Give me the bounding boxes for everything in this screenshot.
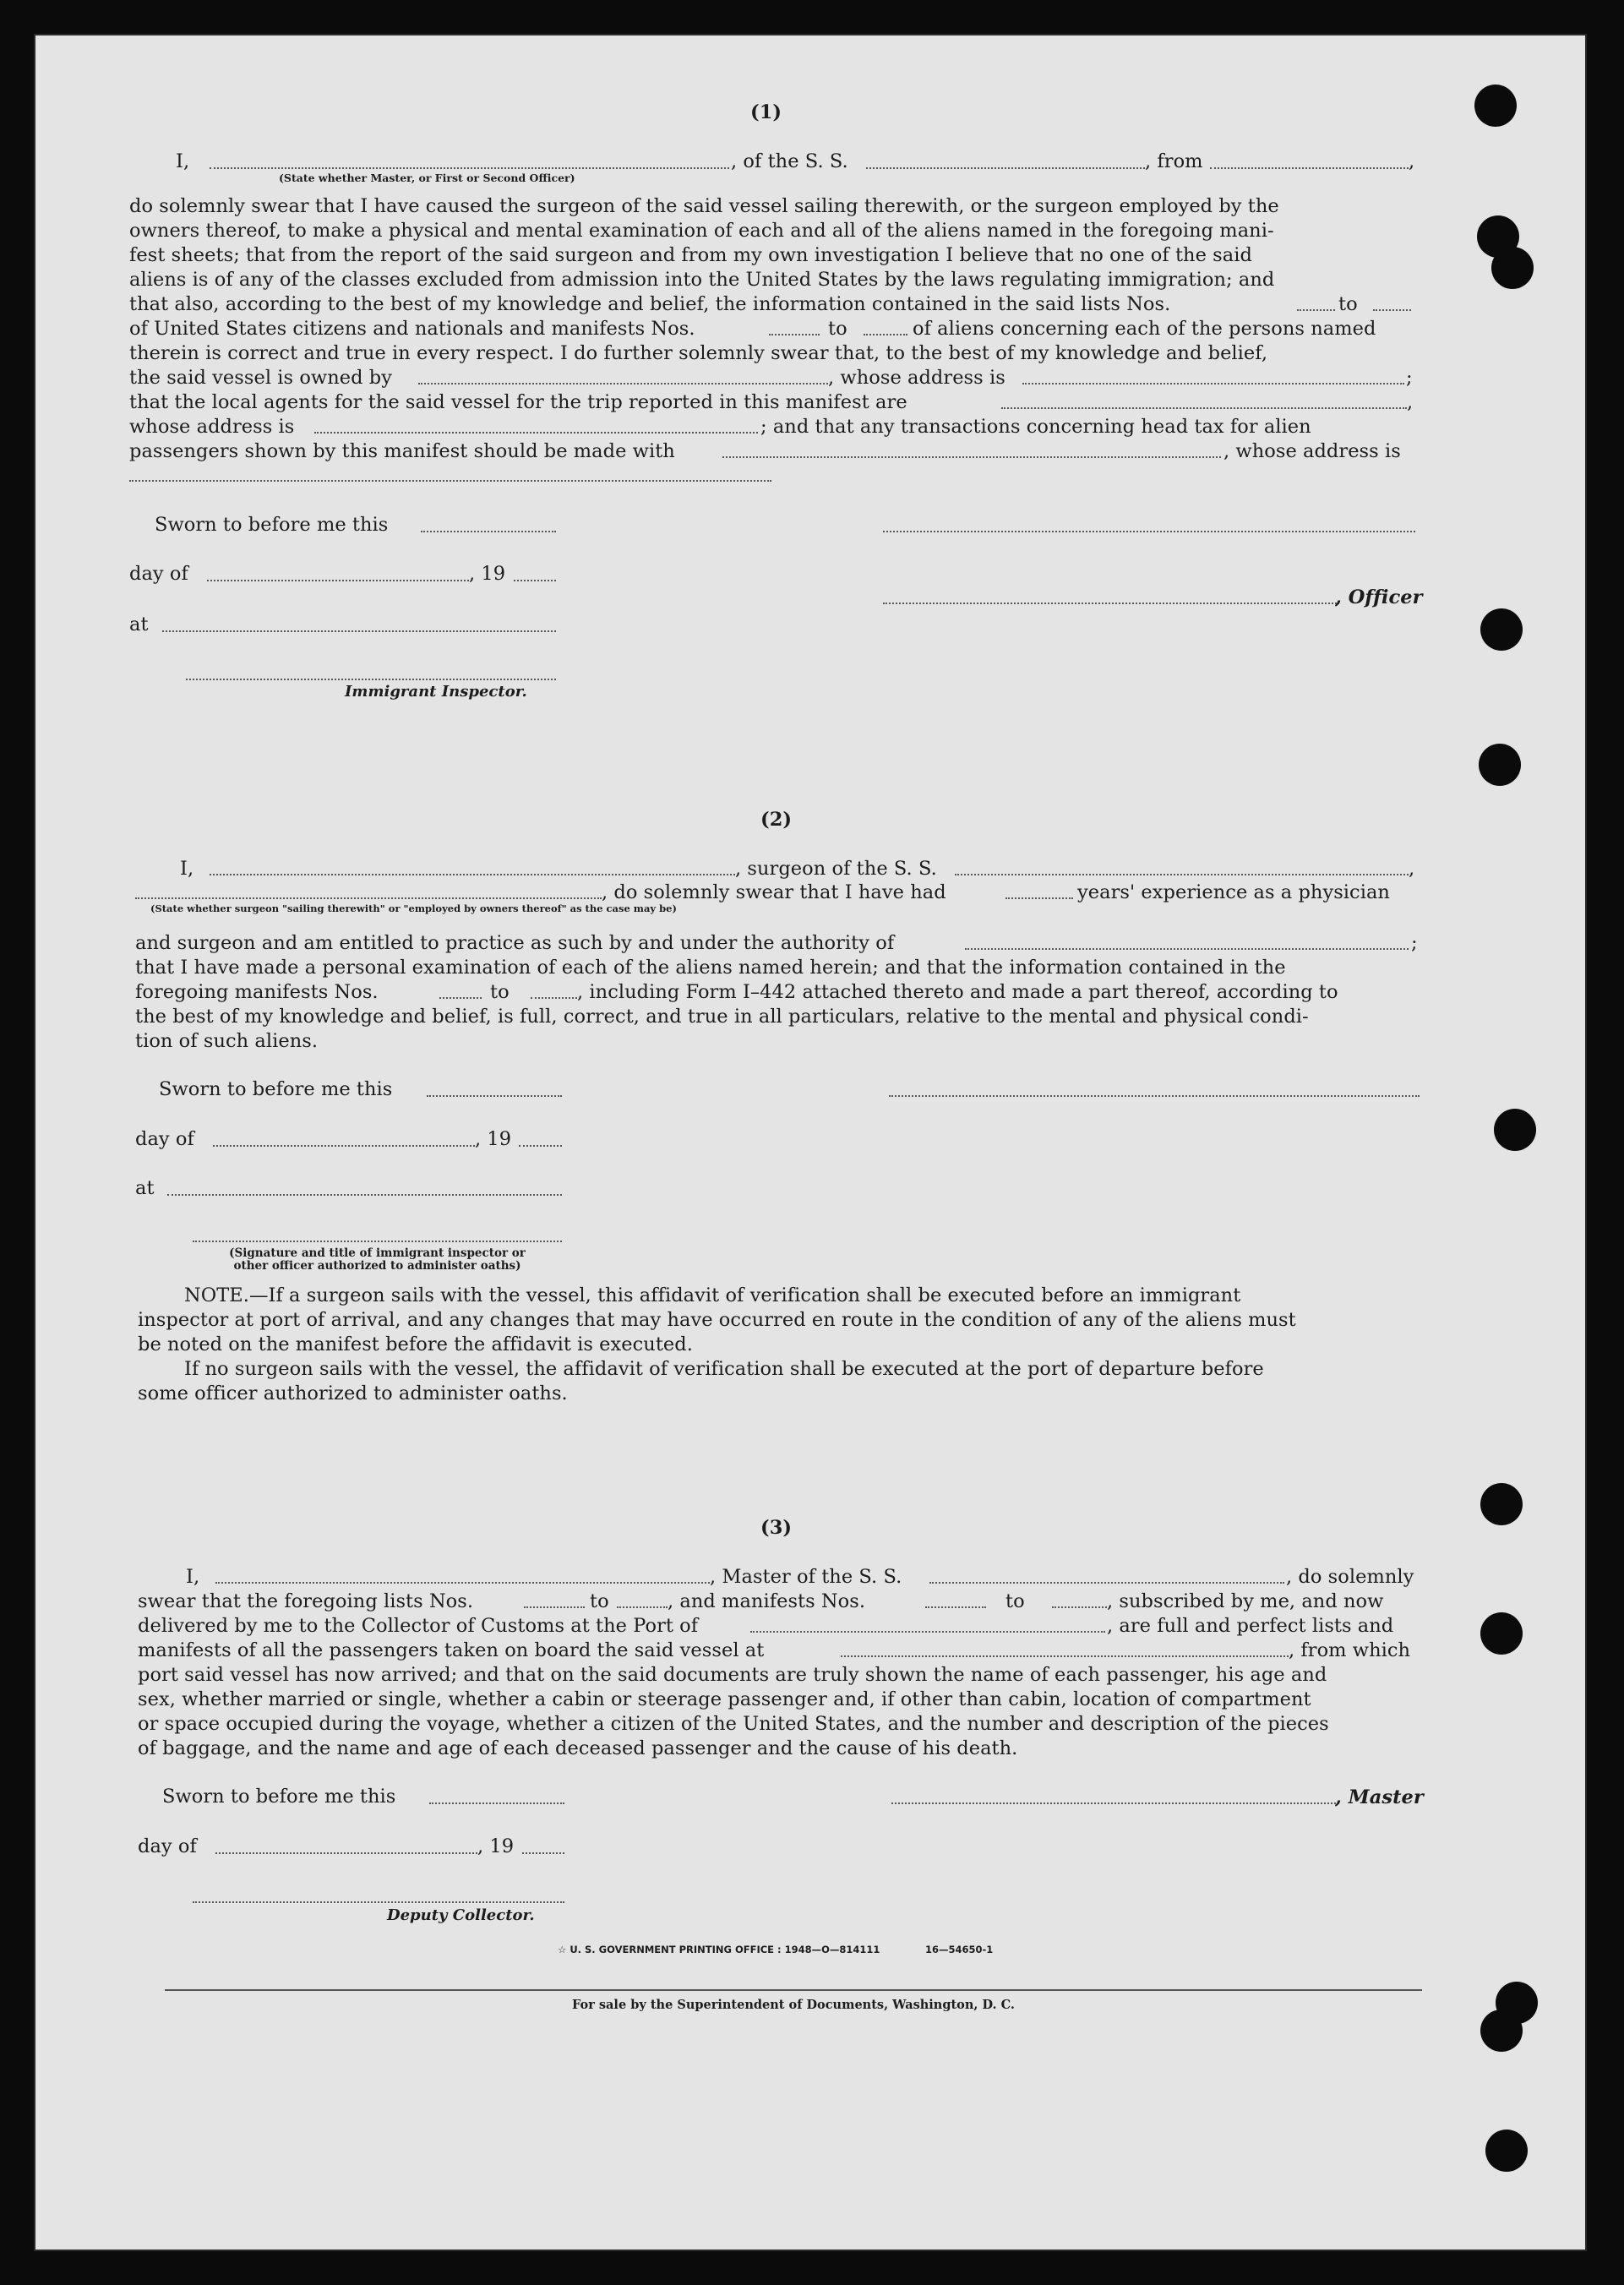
punch-hole [1480,608,1523,651]
immigrant-inspector-label: Immigrant Inspector. [345,683,527,701]
s2-to: to [490,981,510,1003]
s3-to: to [590,1590,609,1612]
s2-physician-label: years' experience as a physician [1077,881,1390,903]
s1-caption: (State whether Master, or First or Second Officer) [279,172,575,184]
s2-inspector-signature-line[interactable] [193,1241,562,1242]
officer-signature-line[interactable] [883,531,1415,532]
officer-label: , Officer [1335,586,1423,608]
port-of-delivery-field[interactable] [750,1631,1105,1633]
s2-at-label: at [135,1177,155,1199]
s2-caption: (State whether surgeon "sailing therewith" or "employed by owners thereof" as the case may be) [150,903,677,914]
punch-hole [1480,1483,1523,1525]
s1-of-ss-label: , of the S. S. [731,150,848,172]
vessel-name-field[interactable] [866,167,1145,169]
s2-manifests-from-field[interactable] [439,997,482,999]
s2-para-line: tion of such aliens. [135,1030,319,1052]
for-sale-notice: For sale by the Superintendent of Documents, Washington, D. C. [572,1998,1015,2012]
s2-year-label: , 19 [475,1128,512,1150]
s1-para-line: that the local agents for the said vessel for the trip reported in this manifest are [129,391,907,413]
s2-para-line: the best of my knowledge and belief, is full, correct, and true in all particulars, relative to the mental and physical condi- [135,1006,1309,1028]
s3-para-line: swear that the foregoing lists Nos. [138,1590,474,1612]
s2-swear-label: , do solemnly swear that I have had [602,881,946,903]
s3-para-line: manifests of all the passengers taken on board the said vessel at [138,1639,765,1661]
punch-hole [1480,1612,1523,1655]
s1-address-label: whose address is [129,416,295,438]
s2-sworn-date-field[interactable] [427,1095,562,1097]
note-line: some officer authorized to administer oaths. [138,1382,568,1404]
s1-para-line: do solemnly swear that I have caused the surgeon of the said vessel sailing therewith, or the surgeon employed by the [129,195,1279,217]
s1-para-line: aliens is of any of the classes excluded from admission into the United States by the laws regulating immigration; and [129,269,1275,291]
s3-vessel-field[interactable] [929,1582,1284,1584]
punch-hole [1491,247,1534,289]
s2-para-line: foregoing manifests Nos. [135,981,379,1003]
s1-i-label: I, [176,150,190,172]
owner-field[interactable] [418,383,828,384]
s3-para-line: , from which [1289,1639,1411,1661]
punch-hole [1474,85,1517,127]
head-tax-party-field[interactable] [722,456,1221,458]
s1-place-field[interactable] [162,630,556,632]
punch-hole [1494,1109,1536,1151]
note-line: inspector at port of arrival, and any changes that may have occurred en route in the condition of any of the aliens must [138,1309,1296,1331]
s3-year-label: , 19 [477,1835,515,1857]
s1-from-label: , from [1145,150,1203,172]
s1-owned-label: the said vessel is owned by [129,367,393,389]
surgeon-status-field[interactable] [135,897,602,899]
officer-title-line[interactable] [883,603,1339,604]
s3-para-line: delivered by me to the Collector of Customs at the Port of [138,1615,699,1637]
s1-para-line: passengers shown by this manifest should be made with [129,440,675,462]
s3-manifests-from-field[interactable] [925,1606,986,1608]
s3-to: to [1005,1590,1025,1612]
s3-i-label: I, [186,1566,200,1588]
s3-para-line: , subscribed by me, and now [1107,1590,1384,1612]
section-number-2: (2) [760,809,793,831]
local-agents-field[interactable] [1001,407,1407,409]
inspector-signature-line[interactable] [186,679,556,680]
manifests-to-field[interactable] [864,334,907,335]
s3-para-line: of baggage, and the name and age of each deceased passenger and the cause of his death. [138,1737,1018,1759]
s3-day-of-label: day of [138,1835,197,1857]
s1-para-line: of aliens concerning each of the persons named [913,318,1376,340]
punch-hole [1480,2010,1523,2052]
s1-para-line: of United States citizens and nationals and manifests Nos. [129,318,695,340]
punch-hole [1479,744,1521,786]
s2-sig-caption-1: (Signature and title of immigrant inspector or [229,1246,526,1260]
s3-para-line: port said vessel has now arrived; and that on the said documents are truly shown the name of each passenger, his age and [138,1664,1327,1686]
s3-master-name-field[interactable] [215,1582,710,1584]
punch-hole [1485,2130,1528,2172]
s1-para-line: owners thereof, to make a physical and mental examination of each and all of the aliens named in the foregoing mani- [129,220,1274,242]
s3-lists-to-field[interactable] [617,1606,668,1608]
s2-place-field[interactable] [167,1194,562,1196]
s1-sworn-label: Sworn to before me this [155,514,389,536]
s2-year-field[interactable] [519,1145,562,1147]
s3-sworn-date-field[interactable] [429,1802,564,1804]
s3-para-line: , are full and perfect lists and [1107,1615,1394,1637]
note-line: If no surgeon sails with the vessel, the affidavit of verification shall be executed at the port of departure before [184,1358,1264,1380]
s1-para-line: that also, according to the best of my knowledge and belief, the information contained in the said lists Nos. [129,293,1171,315]
s2-signature-line[interactable] [889,1095,1420,1097]
s1-day-of-label: day of [129,563,188,585]
head-tax-address-field[interactable] [129,480,771,482]
s2-surgeon-label: , surgeon of the S. S. [735,858,937,880]
s2-sworn-label: Sworn to before me this [159,1078,393,1100]
s1-para-line: fest sheets; that from the report of the said surgeon and from my own investigation I believe that no one of the said [129,244,1252,266]
master-label: , Master [1335,1786,1424,1808]
s3-lists-from-field[interactable] [524,1606,585,1608]
s3-month-field[interactable] [215,1852,477,1854]
s1-year-label: , 19 [469,563,506,585]
s3-para-line: sex, whether married or single, whether a cabin or steerage passenger and, if other than cabin, location of compartment [138,1688,1311,1710]
port-of-embarkation-field[interactable] [841,1655,1289,1657]
s3-manifests-to-field[interactable] [1052,1606,1107,1608]
s3-para-line: or space occupied during the voyage, whether a citizen of the United States, and the number and description of the pieces [138,1713,1329,1735]
note-line: be noted on the manifest before the affidavit is executed. [138,1333,693,1355]
from-port-field[interactable] [1210,167,1409,169]
s1-to: to [828,318,847,340]
s2-month-field[interactable] [213,1145,475,1147]
s2-day-of-label: day of [135,1128,194,1150]
s3-solemnly-label: , do solemnly [1286,1566,1414,1588]
s2-vessel-field[interactable] [955,874,1409,875]
s1-para-line: ; and that any transactions concerning head tax for alien [760,416,1311,438]
s1-address-label: , whose address is [828,367,1005,389]
deputy-collector-label: Deputy Collector. [387,1906,535,1924]
practice-authority-field[interactable] [965,948,1409,950]
s2-manifests-to-field[interactable] [531,997,577,999]
collector-signature-line[interactable] [193,1901,564,1903]
s1-at-label: at [129,614,149,635]
s1-month-field[interactable] [207,580,469,581]
years-experience-field[interactable] [1005,897,1073,899]
s2-para-line: , including Form I–442 attached thereto and made a part thereof, according to [577,981,1338,1003]
s1-semicolon: ; [1406,367,1413,389]
s3-year-field[interactable] [522,1852,564,1854]
s1-comma: , [1409,150,1415,172]
note-line: NOTE.—If a surgeon sails with the vessel, this affidavit of verification shall be executed before an immigrant [184,1284,1241,1306]
s3-para-line: , and manifests Nos. [668,1590,866,1612]
master-signature-line[interactable] [891,1802,1339,1804]
s3-master-label: , Master of the S. S. [710,1566,902,1588]
master-name-field[interactable] [210,167,729,169]
s2-sig-caption-2: other officer authorized to administer oaths) [233,1259,521,1273]
s2-para-line: and surgeon and am entitled to practice as such by and under the authority of [135,932,895,954]
s2-i-label: I, [180,858,194,880]
section-number-3: (3) [760,1517,793,1539]
s1-year-field[interactable] [514,580,556,581]
s1-to: to [1338,293,1358,315]
agents-address-field[interactable] [314,432,758,434]
s1-para-line: therein is correct and true in every respect. I do further solemnly swear that, to the best of my knowledge and belief, [129,342,1268,364]
s1-sworn-date-field[interactable] [421,531,556,532]
s2-comma: , [1409,858,1415,880]
section-number-1: (1) [750,101,782,123]
lists-from-field[interactable] [1297,309,1335,311]
s1-comma: , [1407,391,1414,413]
s2-para-line: that I have made a personal examination of each of the aliens named herein; and that the information contained in the [135,957,1286,979]
owner-address-field[interactable] [1022,383,1404,384]
s3-sworn-label: Sworn to before me this [162,1786,396,1808]
gpo-imprint: ☆ U. S. GOVERNMENT PRINTING OFFICE : 1948—O—814111 [558,1944,880,1955]
form-number: 16—54650-1 [925,1944,994,1955]
surgeon-name-field[interactable] [210,874,735,875]
s2-semicolon: ; [1411,932,1418,954]
footer-rule [165,1989,1422,1991]
s1-address-label: , whose address is [1223,440,1401,462]
manifests-from-field[interactable] [769,334,820,335]
lists-to-field[interactable] [1373,309,1411,311]
